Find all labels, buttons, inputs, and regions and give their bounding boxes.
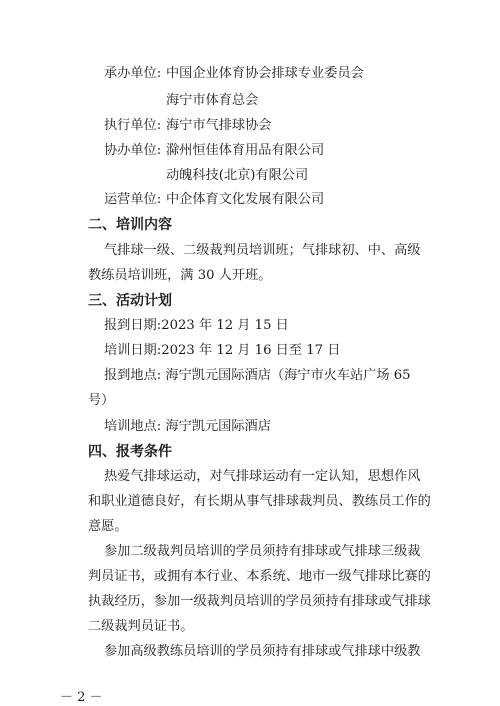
host-unit-line1: 中国企业体育协会排球专业委员会 [166, 66, 364, 81]
host-unit-line2: 海宁市体育总会 [166, 93, 259, 108]
eligibility-p1-line1: 热爱气排球运动，对气排球运动有一定认知，思想作风 [104, 469, 421, 484]
report-date: 报到日期:2023 年 12 月 15 日 [104, 318, 289, 333]
co-unit-line1: 滁州恒佳体育用品有限公司 [166, 143, 325, 158]
training-content-line1: 气排球一级、二级裁判员培训班；气排球初、中、高级 [104, 243, 421, 258]
report-place-line1: 报到地点: 海宁凯元国际酒店（海宁市火车站广场 65 [104, 368, 411, 383]
eligibility-p1-line2: 和职业道德良好，有长期从事气排球裁判员、教练员工作的 [88, 494, 431, 509]
co-unit-label: 协办单位: [104, 143, 162, 158]
section-heading-activity-plan: 三、活动计划 [88, 293, 172, 309]
section-heading-training-content: 二、培训内容 [88, 217, 172, 233]
eligibility-p3-line1: 参加高级教练员培训的学员须持有排球或气排球中级教 [104, 644, 421, 659]
ops-unit-value: 中企体育文化发展有限公司 [166, 192, 325, 207]
ops-unit-label: 运营单位: [104, 192, 162, 207]
eligibility-p2-line1: 参加二级裁判员培训的学员须持有排球或气排球三级裁 [104, 544, 421, 559]
host-unit-label: 承办单位: [104, 66, 162, 81]
section-heading-eligibility: 四、报考条件 [88, 444, 172, 460]
training-place: 培训地点: 海宁凯元国际酒店 [104, 419, 271, 434]
eligibility-p1-line3: 意愿。 [88, 519, 128, 534]
eligibility-p2-line3: 执裁经历，参加一级裁判员培训的学员须持有排球或气排球 [88, 594, 431, 609]
training-date: 培训日期:2023 年 12 月 16 日至 17 日 [104, 343, 341, 358]
eligibility-p2-line4: 二级裁判员证书。 [88, 619, 194, 634]
exec-unit-value: 海宁市气排球协会 [166, 118, 272, 133]
page-number: － 2 － [60, 690, 103, 705]
exec-unit-label: 执行单位: [104, 118, 162, 133]
report-place-line2: 号） [88, 393, 115, 408]
training-content-line2: 教练员培训班，满 30 人开班。 [88, 268, 272, 283]
co-unit-line2: 动魄科技(北京)有限公司 [166, 168, 309, 183]
eligibility-p2-line2: 判员证书，或拥有本行业、本系统、地市一级气排球比赛的 [88, 569, 431, 584]
